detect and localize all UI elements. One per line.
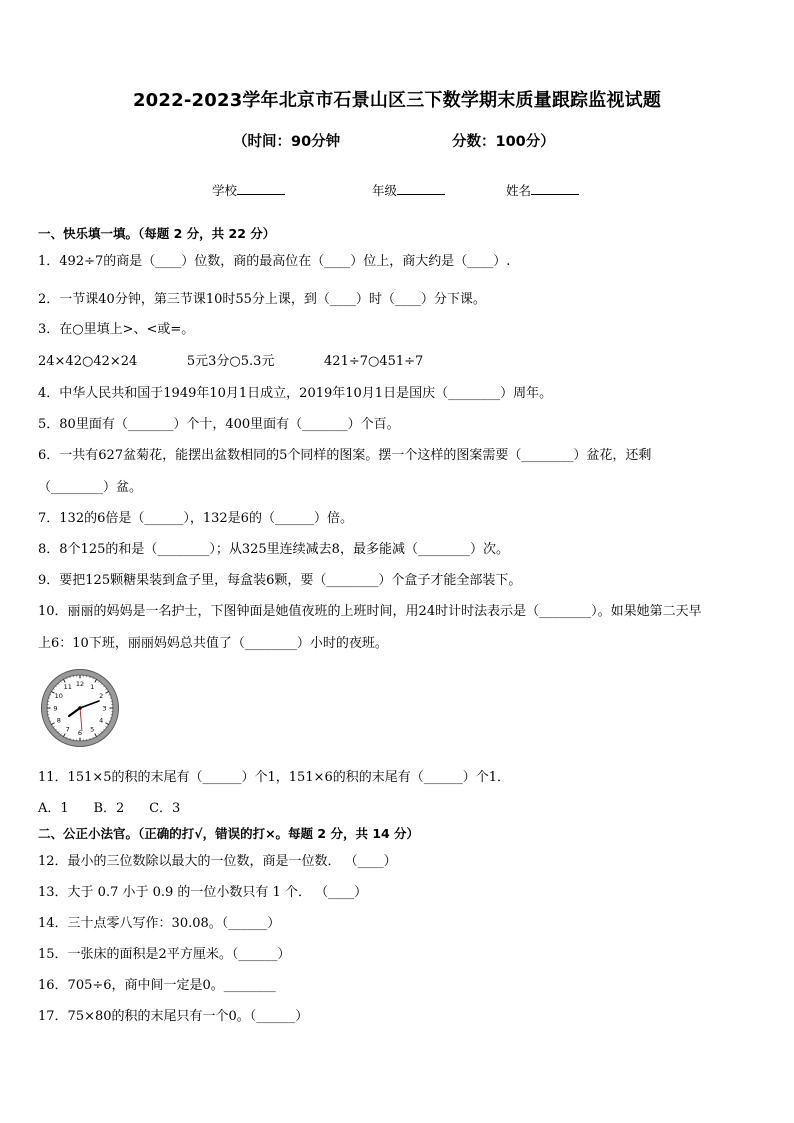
clock-face [40,668,120,748]
school-label: 学校 [212,183,238,198]
question-1: 1．492÷7的商是（____）位数，商的最高位在（____）位上，商大约是（____）. [38,254,511,269]
school-field [212,181,285,199]
question-3-items: 24×42○42×24 5元3分○5.3元 421÷7○451÷7 [38,354,424,369]
exam-score: 分数：100分） [452,134,555,150]
clock-number: 8 [56,716,61,725]
question-5: 5．80里面有（_______）个十，400里面有（_______）个百。 [38,417,400,432]
question-11: 11．151×5的积的末尾有（______）个1，151×6的积的末尾有（______）个1． [38,770,511,785]
clock-number: 3 [102,704,107,713]
question-6-cont: （________）盆。 [38,480,143,495]
grade-blank[interactable] [397,183,445,195]
question-17: 17．75×80的积的末尾只有一个0。（______） [38,1009,309,1024]
clock-number: 12 [75,679,85,688]
question-10-cont: 上6：10下班，丽丽妈妈总共值了（________）小时的夜班。 [38,636,388,651]
question-6: 6．一共有627盆菊花，能摆出盆数相同的5个同样的图案。摆一个这样的图案需要（________）盆花，还剩 [38,448,652,463]
question-14: 14．三十点零八写作：30.08。（______） [38,916,281,931]
section2-heading: 二、公正小法官。（正确的打√，错误的打×。每题 2 分，共 14 分） [38,826,420,841]
grade-label: 年级 [372,183,398,198]
clock-number: 11 [63,683,72,692]
name-label: 姓名 [506,183,532,198]
clock-number: 1 [90,683,95,692]
clock-number: 7 [65,725,70,734]
question-3: 3．在○里填上>、<或=。 [38,322,195,337]
clock-number: 5 [90,725,95,734]
clock-center [78,706,82,710]
grade-field [372,181,445,199]
question-4: 4．中华人民共和国于1949年10月1日成立，2019年10月1日是国庆（________）周年。 [38,386,553,401]
page-title: 2022-2023学年北京市石景山区三下数学期末质量跟踪监视试题 [132,90,662,111]
question-2: 2．一节课40分钟，第三节课10时55分上课，到（____）时（____）分下课。 [38,292,486,307]
clock-number: 4 [99,716,104,725]
question-16: 16．705÷6，商中间一定是0。________ [38,978,276,993]
section1-heading: 一、快乐填一填。（每题 2 分，共 22 分） [38,226,276,241]
question-15: 15．一张床的面积是2平方厘米。（______） [38,947,291,962]
question-13: 13．大于 0.7 小于 0.9 的一位小数只有 1 个． （____） [38,885,368,900]
clock-number: 9 [53,704,58,713]
question-11-options: A．1 B．2 C．3 [38,801,181,816]
school-blank[interactable] [237,183,285,195]
question-9: 9．要把125颗糖果装到盒子里，每盒装6颗，要（________）个盒子才能全部装下。 [38,573,522,588]
name-blank[interactable] [531,183,579,195]
question-10: 10．丽丽的妈妈是一名护士，下图钟面是她值夜班的上班时间，用24时计时法表示是（________）。如果她第二天早 [38,604,702,619]
question-12: 12．最小的三位数除以最大的一位数，商是一位数． （____） [38,854,397,869]
clock-number: 6 [77,728,83,737]
question-7: 7．132的6倍是（______），132是6的（______）倍。 [38,511,353,526]
name-field [506,181,579,199]
clock-number: 10 [54,692,63,701]
question-8: 8．8个125的和是（________）；从325里连续减去8，最多能减（________）次。 [38,542,509,557]
clock-number: 2 [99,692,104,701]
exam-time: （时间：90分钟 [233,134,341,150]
